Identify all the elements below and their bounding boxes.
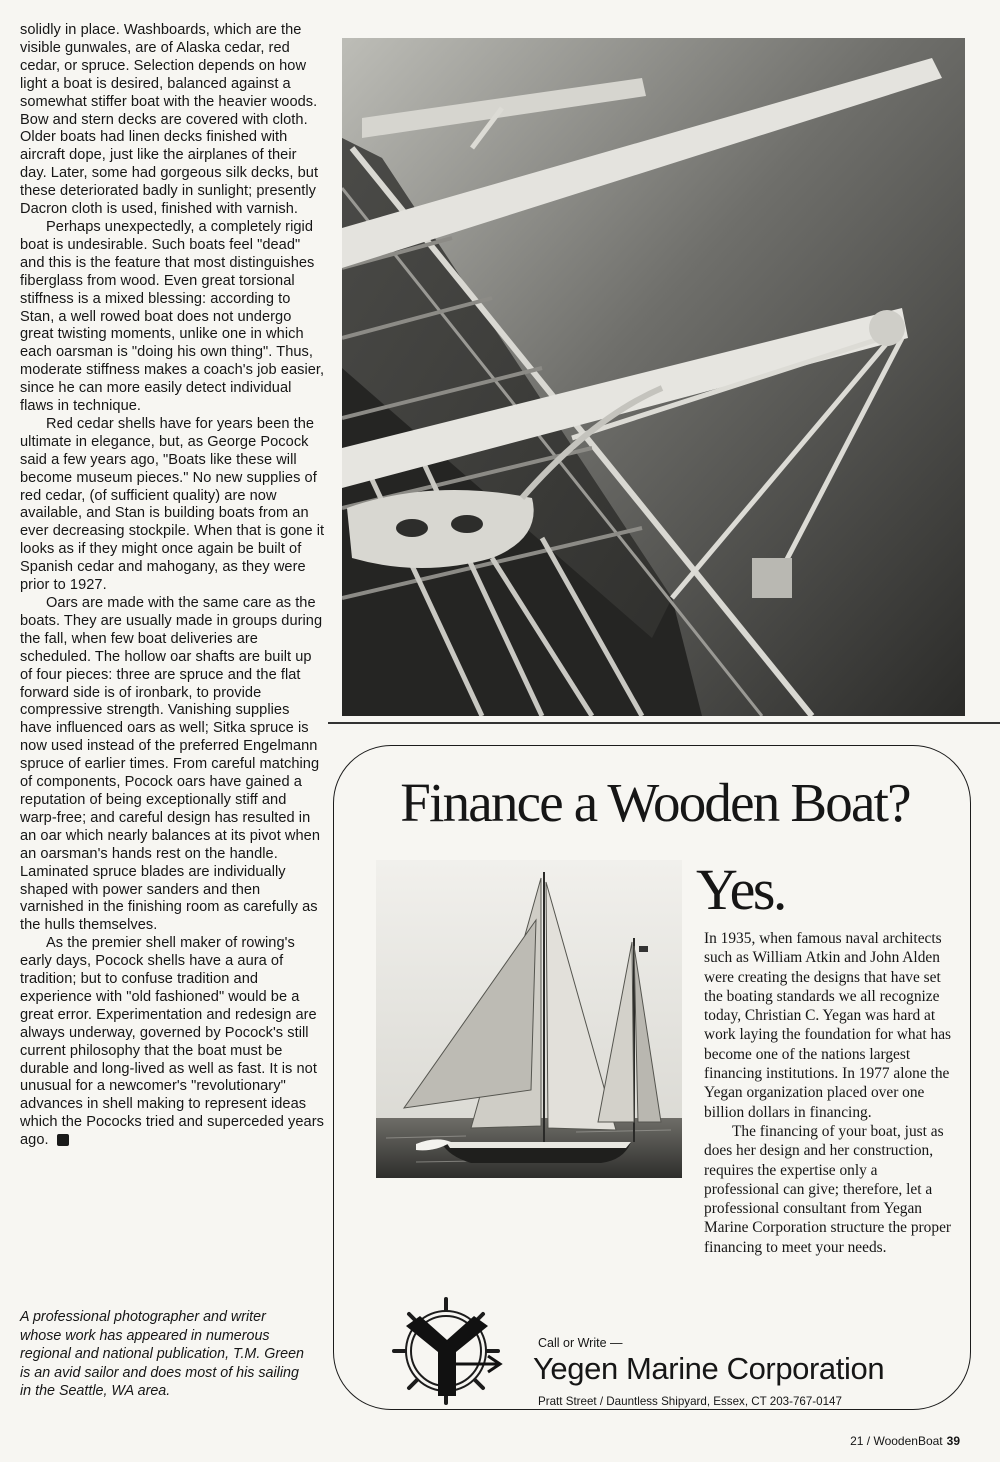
issue-label: 21 / WoodenBoat [850,1434,943,1448]
ships-wheel-logo-icon [380,1296,512,1406]
article-paragraph-last [20,935,325,1150]
ad-address: Pratt Street / Dauntless Shipyard, Essex, CT 203-767-0147 [538,1395,842,1408]
ad-paragraph: In 1935, when famous naval architects such as William Atkin and John Alden were creating the designs that have set the boating standards we all recognize today, Christian C. Yegan was hard at work laying the foundation for what has become one of the nations largest financing institutions. In 1977 alone the Yegan organization placed over one billion dollars in financing. [704,930,952,1121]
end-of-article-icon [57,1134,69,1146]
ad-yes: Yes. [696,857,785,922]
article-paragraph: Perhaps unexpectedly, a completely rigid boat is undesirable. Such boats feel "dead" and this is the feature that most distinguishes fiberglass from wood. Even great torsional stiffness is a mixed blessing: according to Stan, a well rowed boat does not undergo great twisting moments, unlike one in which each oarsman is "doing his own thing". Thus, moderate stiffness makes a coach's job easier, since he can more easily detect individual flaws in technique. [20,218,325,415]
rowing-shell-photo [342,38,965,716]
ad-body [704,929,956,1257]
article-paragraph: Red cedar shells have for years been the ultimate in elegance, but, as George Pocock said a few years ago, "Boats like these will become museum pieces." No new supplies of red cedar, (of sufficient quality) are now available, and Stan is building boats from an ever decreasing stockpile. When that is gone it looks as if they might once again be built of Spanish cedar and mahogany, as they were prior to 1927. [20,415,325,594]
article-column [20,22,325,1150]
section-divider [328,722,1000,724]
article-paragraph: solidly in place. Washboards, which are the visible gunwales, are of Alaska cedar, red cedar, or spruce. Selection depends on how light a boat is desired, balanced against a somewhat stiffer boat with the heavier woods. Bow and stern decks are covered with cloth. Older boats had linen decks finished with aircraft dope, just like the airplanes of their day. Later, some had gorgeous silk decks, but these deteriorated badly in sunlight; presently Dacron cloth is used, finished with varnish. [20,22,319,218]
page-footer [850,1434,960,1448]
rowing-shell-illustration [342,38,965,716]
author-bio: A professional photographer and writer whose work has appeared in numerous regional and national publication, T.M. Green is an avid sailor and does most of his sailing in the Seattle, WA area. [20,1309,305,1400]
page-number: 39 [946,1434,960,1448]
ad-call-to-action: Call or Write — [538,1336,623,1350]
article-paragraph-text: As the premier shell maker of rowing's early days, Pocock shells have a aura of tradition; but to confuse tradition and experience with "old fashioned" would be a great error. Experimentation and redesign are always underway, governed by Pocock's still current philosophy that the boat must be durable and long-lived as well as fast. It is not unusual for a newcomer's "revolutionary" advances in shell making to represent ideas which the Pococks tried and superceded years ago. [20,935,324,1149]
schooner-photo [376,860,682,1178]
ad-paragraph: The financing of your boat, just as does her design and her construction, requires the expertise only a professional can give; therefore, let a professional consultant from Yegan Marine Corporation structure the proper financing to meet your needs. [704,1122,952,1256]
ad-headline: Finance a Wooden Boat? [400,772,910,833]
ad-company-name: Yegen Marine Corporation [533,1351,885,1386]
article-paragraph: Oars are made with the same care as the boats. They are usually made in groups during the fall, when few boat deliveries are scheduled. The hollow oar shafts are built up of four pieces: three are spruce and the flat forward side is of ironbark, to provide compressive strength. Vanishing supplies have influenced oars as well; Sitka spruce is now used instead of the preferred Engelmann spruce of earlier times. From careful matching of components, Pocock oars have gained a reputation of being exceptionally stiff and warp-free; and careful design has resulted in an oar which nearly balances at its pivot when an oarsman's hands rest on the handle. Laminated spruce blades are individually shaped with power sanders and then varnished in the finishing room as carefully as the hulls themselves. [20,595,323,934]
schooner-illustration [376,860,682,1178]
